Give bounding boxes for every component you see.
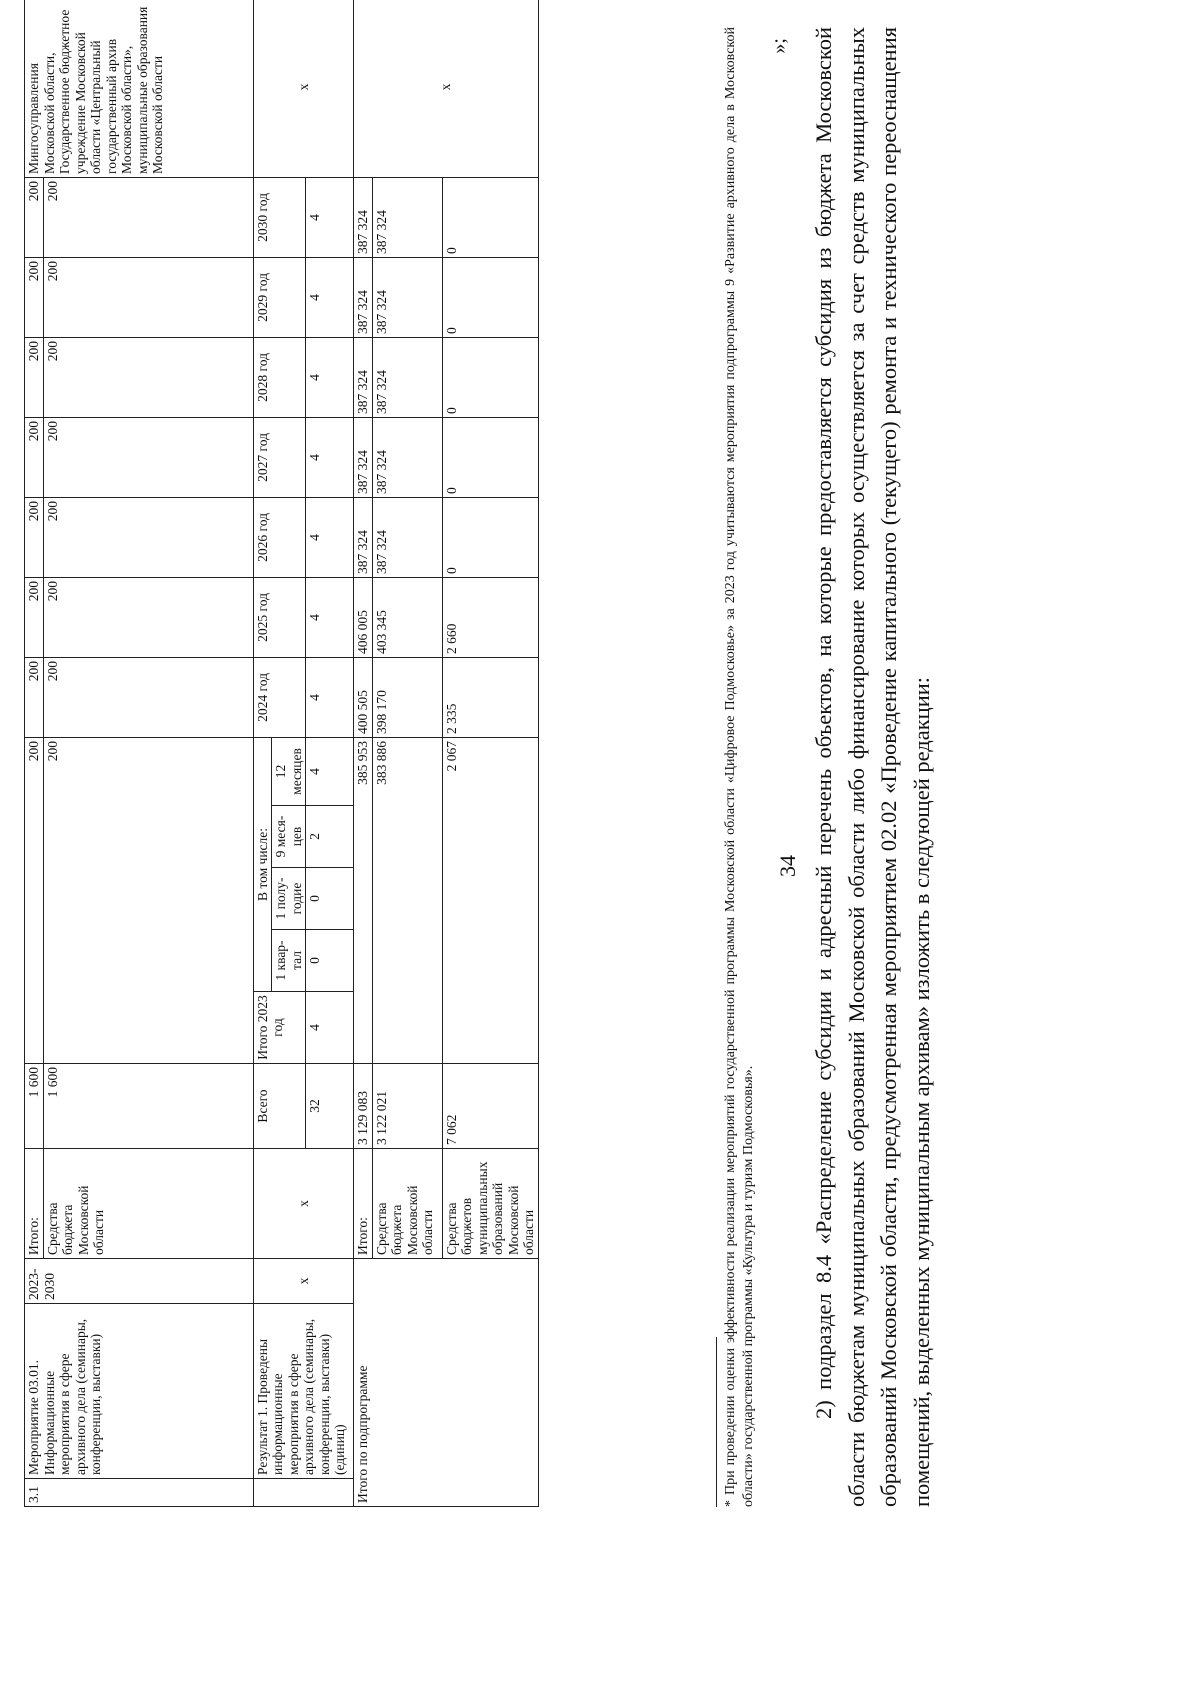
table-row: Итого по подпрограмме Итого: 3 129 083 385 953 400 505 406 005 387 324 387 324 387 324 387 324 387 324 х	[354, 0, 373, 1507]
subprogram-table	[24, 0, 539, 1507]
table-row: 3.1 Мероприятие 03.01. Информационные мероприятия в сфере архивного дела (семинары, конференции, выставки) 2023-2030 Итого: 1 600 200 200 200 200 200 200 200 200 Мингосуправления Московской области, Государственное бюджетное учреждение Московской области «Центральный государственный архив Московской области», муниципальные образования Московской области	[25, 0, 44, 1507]
table-row: Средства бюджета Московской области 3 122 021 383 886 398 170 403 345 387 324 387 324 387 324 387 324 387 324	[372, 0, 442, 1507]
table-row: Результат 1. Проведены информационные мероприятия в сфере архивного дела (семинары, конференции, выставки) (единиц) х х Всего Итого 2023 год В том числе: 2024 год 2025 год 2026 год 2027 год 2028 год 2029 год 2030 год х	[253, 0, 272, 1507]
table-row: 32 4 0 0 2 4 4 4 4 4 4 4 4	[306, 0, 354, 1507]
table-row: Средства бюджета Московской области 1 600 200 200 200 200 200 200 200 200	[43, 0, 253, 1507]
closing-quote: »;	[768, 38, 790, 54]
page-number: 34	[775, 855, 800, 877]
body-paragraph: 2) подраздел 8.4 «Распределение субсидии и адресный перечень объектов, на которые предоставляется субсидия из бюджета Московской области бюджетам муниципальных образований Московской области либо финансирование которых осуществляется за счет средств муниципальных образований Московской области, предусмотренная мероприятием 02.02 «Проведение капитального (текущего) ремонта и технического переоснащения помещений, выделенных муниципальным архивам» изложить в следующей редакции:	[811, 27, 934, 1507]
table-row: Средства бюджетов муниципальных образований Московской области 7 062 2 067 2 335 2 660 0 0 0 0 0	[442, 0, 538, 1507]
footnote-divider	[716, 1337, 717, 1507]
table-row: 1 квар-тал 1 полу-годие 9 меся-цев 12 месяцев	[272, 0, 306, 1507]
footnote: * При проведении оценки эффективности реализации мероприятий государственной программы Московской области «Цифровое Подмосковье» за 2023 год учитываются мероприятия подпрограммы 9 «Развитие архивного дела в Московской области» государственной программы «Культура и туризм Подмосковья».	[723, 27, 756, 1507]
